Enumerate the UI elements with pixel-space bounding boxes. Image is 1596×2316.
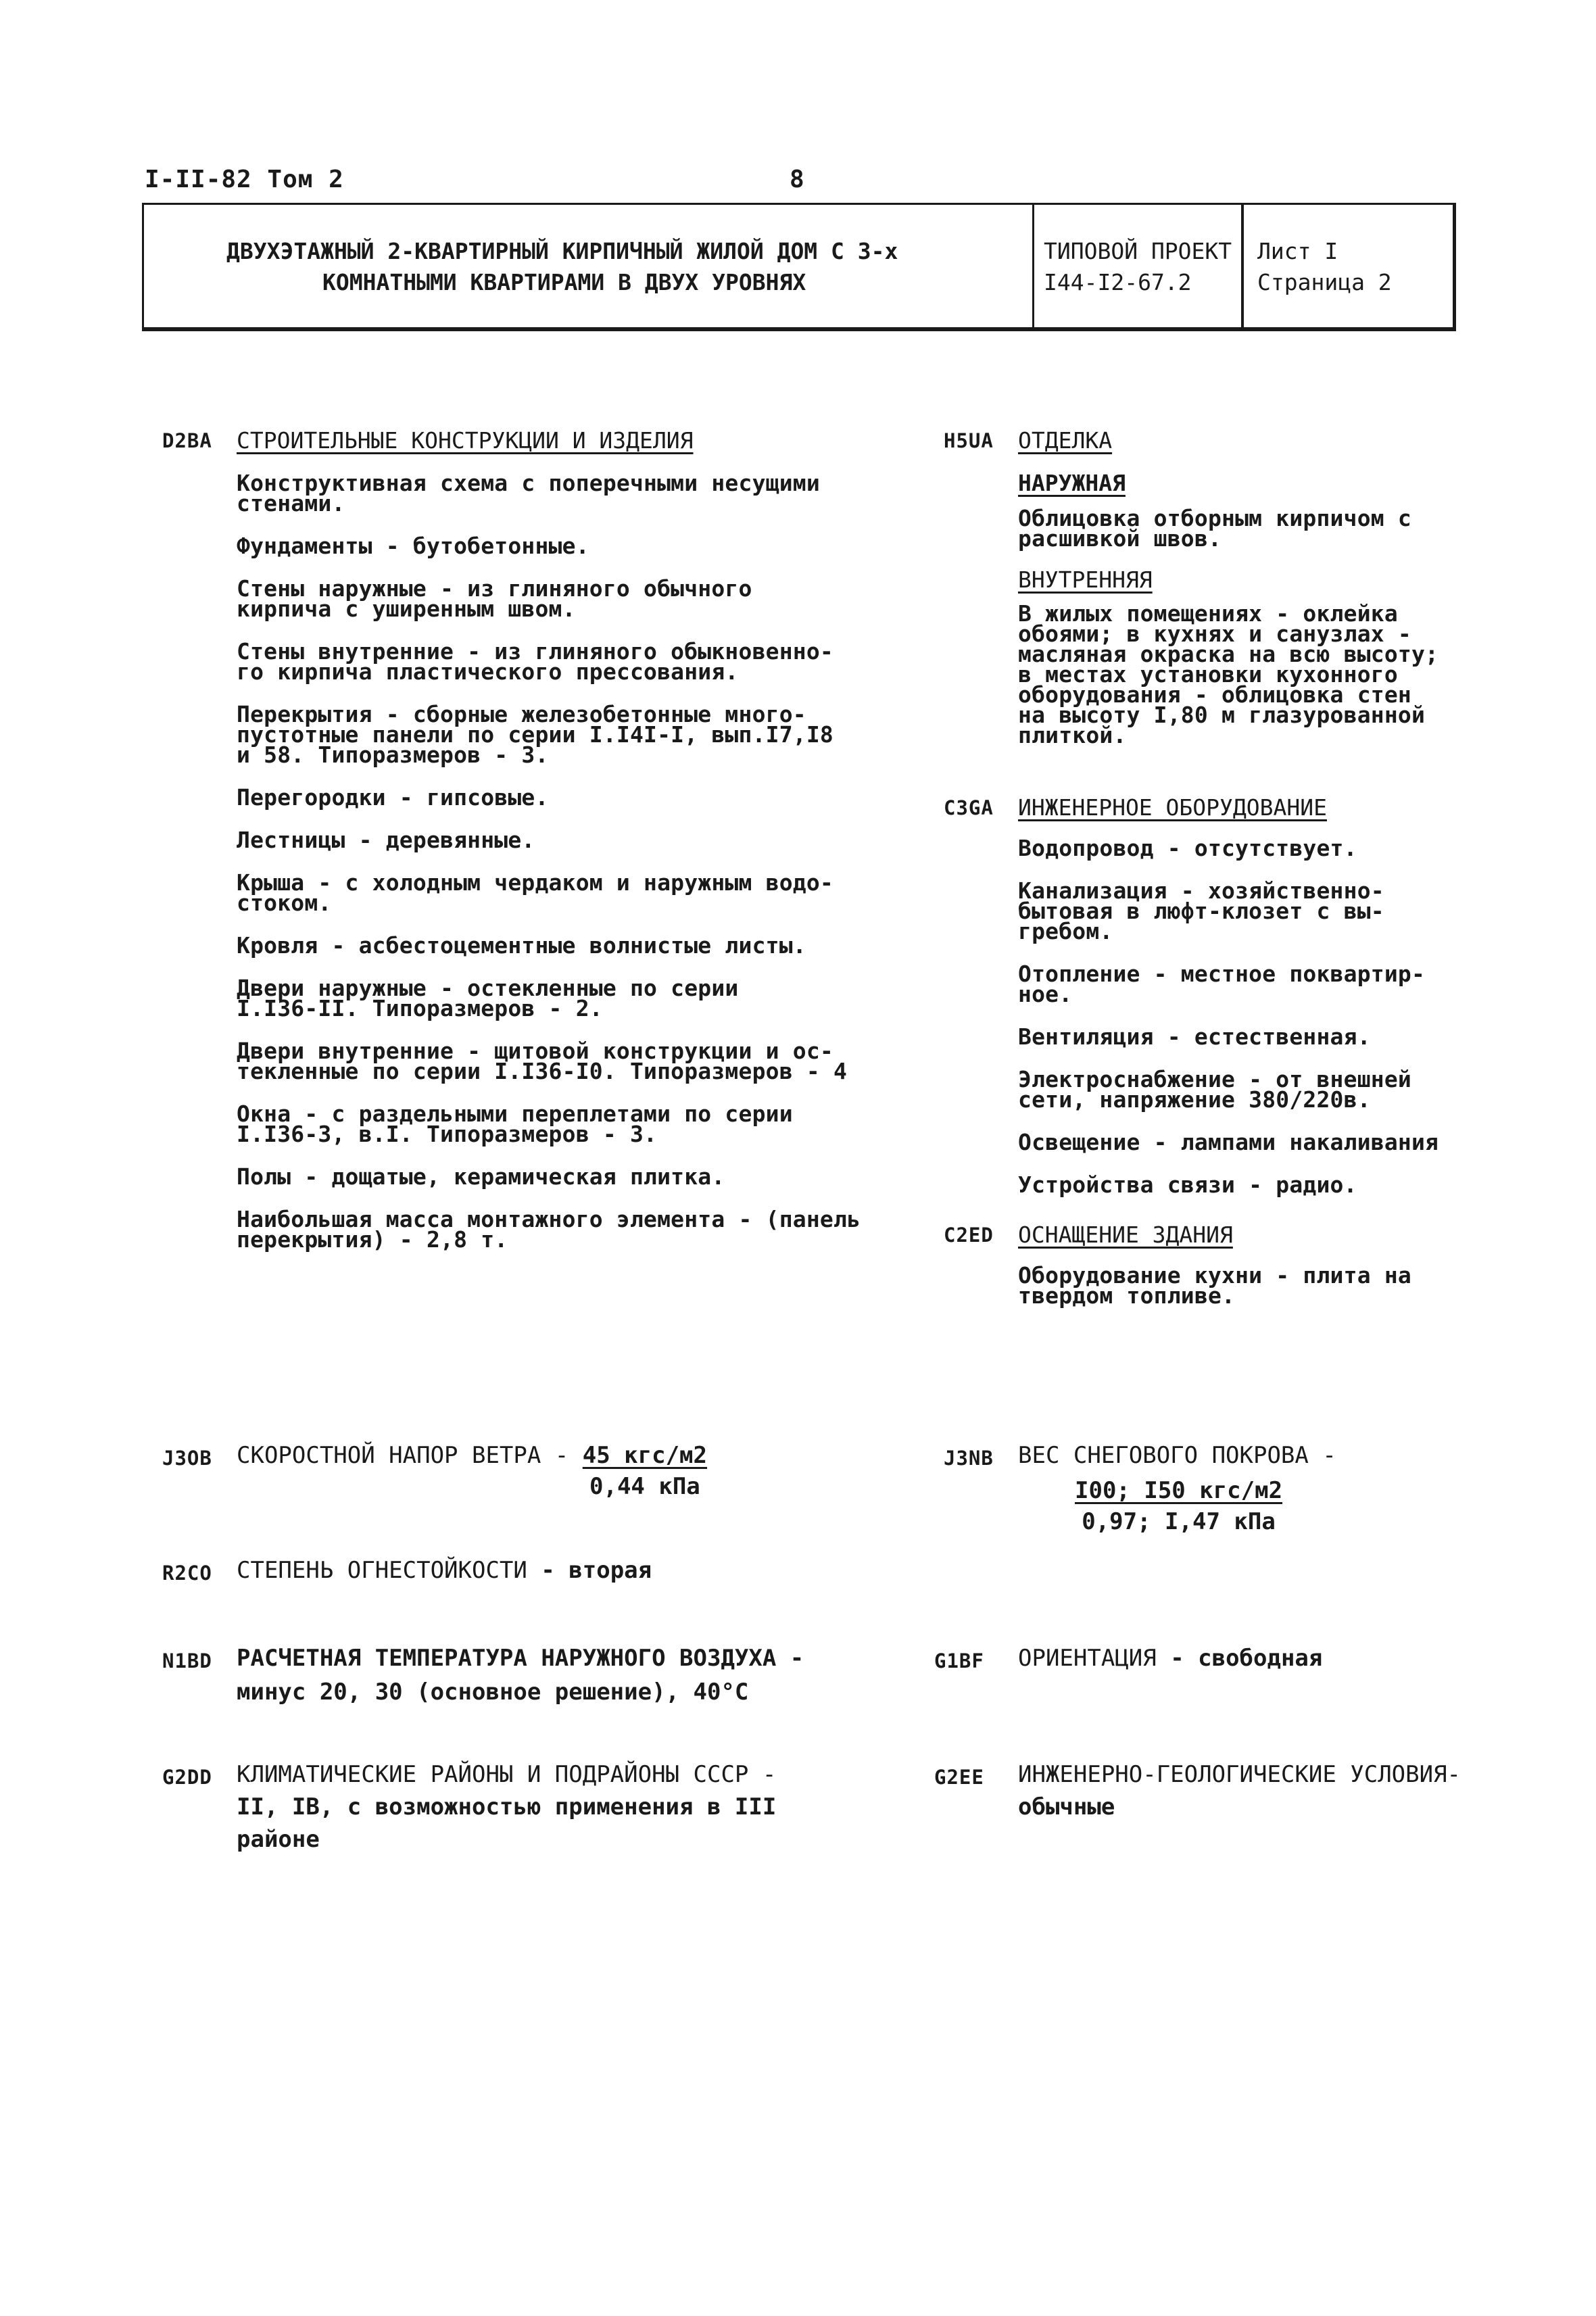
paragraph-line: обоями; в кухнях и санузлах - <box>1018 621 1411 647</box>
paragraph-line: в местах установки кухонного <box>1018 661 1398 687</box>
sheet-number: Лист I <box>1257 238 1338 264</box>
paragraph-line: Двери наружные - остекленные по серии <box>237 975 739 1001</box>
wind-pressure-value <box>583 1440 707 1502</box>
list-paragraph <box>1018 1023 1371 1050</box>
list-paragraph <box>237 1163 725 1190</box>
section-code-snow: J3NB <box>944 1447 994 1470</box>
paragraph-line: Наибольшая масса монтажного элемента - (панель <box>237 1206 861 1232</box>
list-paragraph <box>237 638 833 685</box>
list-paragraph <box>237 575 752 622</box>
paragraph-line: Освещение - лампами накаливания <box>1018 1129 1439 1155</box>
document-reference: I-II-82 Том 2 <box>145 166 344 193</box>
list-paragraph <box>1018 877 1384 944</box>
paragraph-line: плиткой. <box>1018 722 1127 748</box>
finishing-interior-text <box>1018 600 1439 748</box>
finishing-exterior-text <box>1018 505 1411 552</box>
paragraph-line: Конструктивная схема с поперечными несущими <box>237 470 820 496</box>
wind-pressure-numerator: 45 кгс/м2 <box>582 1442 707 1469</box>
subheading-interior: ВНУТРЕННЯЯ <box>1018 566 1153 593</box>
list-paragraph <box>237 533 589 559</box>
list-paragraph <box>1018 1262 1411 1309</box>
paragraph-line: Лестницы - деревянные. <box>237 827 535 853</box>
section-code-temperature: N1BD <box>162 1649 212 1672</box>
page-number: 8 <box>790 166 804 193</box>
paragraph-line: расшивкой швов. <box>1018 525 1222 552</box>
paragraph-line: стенами. <box>237 490 345 516</box>
list-paragraph <box>1018 1129 1439 1155</box>
section-heading-structures: СТРОИТЕЛЬНЫЕ КОНСТРУКЦИИ И ИЗДЕЛИЯ <box>237 427 694 454</box>
paragraph-line: перекрытия) - 2,8 т. <box>237 1226 508 1253</box>
paragraph-line: Оборудование кухни - плита на <box>1018 1262 1411 1288</box>
temperature-value: минус 20, 30 (основное решение), 40°C <box>237 1679 749 1706</box>
paragraph-line: Водопровод - отсутствует. <box>1018 835 1357 861</box>
wind-pressure-row <box>237 1440 707 1502</box>
title-block-project-cell <box>1034 205 1244 327</box>
paragraph-line: Окна - с раздельными переплетами по серии <box>237 1101 793 1127</box>
snow-load-numerator: I00; I50 кгс/м2 <box>1075 1477 1283 1504</box>
climate-line-2: II, IB, с возможностью применения в III <box>237 1793 777 1820</box>
fire-resistance-label: СТЕПЕНЬ ОГНЕСТОЙКОСТИ <box>237 1557 527 1584</box>
project-number: I44-I2-67.2 <box>1044 269 1192 295</box>
paragraph-line: бытовая в люфт-клозет с вы- <box>1018 898 1384 924</box>
list-paragraph <box>237 701 833 768</box>
paragraph-line: Канализация - хозяйственно- <box>1018 877 1384 904</box>
climate-line-3: районе <box>237 1826 320 1853</box>
list-paragraph <box>237 1206 861 1253</box>
temperature-label: РАСЧЕТНАЯ ТЕМПЕРАТУРА НАРУЖНОГО ВОЗДУХА - <box>237 1645 804 1672</box>
paragraph-line: на высоту I,80 м глазурованной <box>1018 702 1426 728</box>
paragraph-line: ное. <box>1018 981 1073 1007</box>
paragraph-line: гребом. <box>1018 918 1113 944</box>
list-paragraph <box>237 975 739 1021</box>
paragraph-line: Двери внутренние - щитовой конструкции и ос- <box>237 1038 833 1064</box>
geology-value: обычные <box>1018 1793 1115 1820</box>
paragraph-line: Вентиляция - естественная. <box>1018 1023 1371 1050</box>
list-paragraph <box>1018 1172 1357 1198</box>
paragraph-line: и 58. Типоразмеров - 3. <box>237 742 549 768</box>
project-label: ТИПОВОЙ ПРОЕКТ <box>1044 238 1232 264</box>
title-line-1: ДВУХЭТАЖНЫЙ 2-КВАРТИРНЫЙ КИРПИЧНЫЙ ЖИЛОЙ ДОМ С 3-х <box>226 238 898 264</box>
section-code-engineering: C3GA <box>944 796 994 819</box>
paragraph-line: сети, напряжение 380/220в. <box>1018 1086 1371 1113</box>
geology-label: ИНЖЕНЕРНО-ГЕОЛОГИЧЕСКИЕ УСЛОВИЯ- <box>1018 1761 1461 1788</box>
list-paragraph <box>1018 961 1426 1007</box>
paragraph-line: В жилых помещениях - оклейка <box>1018 600 1398 627</box>
section-heading-engineering: ИНЖЕНЕРНОЕ ОБОРУДОВАНИЕ <box>1018 794 1327 821</box>
list-paragraph <box>1018 835 1357 861</box>
orientation-row <box>1018 1643 1322 1674</box>
list-paragraph <box>237 932 806 959</box>
subheading-exterior: НАРУЖНАЯ <box>1018 470 1126 496</box>
section-code-equipment: C2ED <box>944 1224 994 1247</box>
paragraph-line: I.I36-II. Типоразмеров - 2. <box>237 995 603 1021</box>
fire-resistance-row <box>237 1555 652 1586</box>
section-code-finishing: H5UA <box>944 429 994 452</box>
paragraph-line: Стены внутренние - из глиняного обыкновенно- <box>237 638 833 665</box>
section-code-wind: J3OB <box>162 1447 212 1470</box>
paragraph-line: твердом топливе. <box>1018 1282 1236 1309</box>
section-heading-equipment: ОСНАЩЕНИЕ ЗДАНИЯ <box>1018 1222 1233 1248</box>
list-paragraph <box>237 827 535 853</box>
paragraph-line: Отопление - местное поквартир- <box>1018 961 1426 987</box>
section-code-geology: G2EE <box>934 1766 984 1789</box>
paragraph-line: стоком. <box>237 890 332 916</box>
wind-pressure-label: СКОРОСТНОЙ НАПОР ВЕТРА - <box>237 1442 569 1469</box>
section-code-structures: D2BA <box>162 429 212 452</box>
list-paragraph <box>237 470 820 516</box>
list-paragraph <box>237 1101 793 1147</box>
list-paragraph <box>237 869 833 916</box>
section-code-fire: R2CO <box>162 1562 212 1585</box>
section-code-climate: G2DD <box>162 1766 212 1789</box>
snow-load-label: ВЕС СНЕГОВОГО ПОКРОВА - <box>1018 1442 1336 1469</box>
paragraph-line: Перекрытия - сборные железобетонные много- <box>237 701 806 727</box>
section-heading-finishing: ОТДЕЛКА <box>1018 427 1113 454</box>
snow-load-fraction <box>1075 1475 1282 1537</box>
title-block <box>142 203 1456 331</box>
sheet-page: Страница 2 <box>1257 269 1392 295</box>
snow-load-value <box>1075 1475 1282 1537</box>
wind-pressure-denominator: 0,44 кПа <box>589 1473 700 1500</box>
paragraph-line: Стены наружные - из глиняного обычного <box>237 575 752 602</box>
paragraph-line: кирпича с уширенным швом. <box>237 596 576 622</box>
paragraph-line: оборудования - облицовка стен <box>1018 681 1411 708</box>
paragraph-line: Кровля - асбестоцементные волнистые листы. <box>237 932 806 959</box>
climate-label: КЛИМАТИЧЕСКИЕ РАЙОНЫ И ПОДРАЙОНЫ СССР - <box>237 1761 777 1788</box>
paragraph-line: Устройства связи - радио. <box>1018 1172 1357 1198</box>
paragraph-line: Полы - дощатые, керамическая плитка. <box>237 1163 725 1190</box>
paragraph-line: масляная окраска на всю высоту; <box>1018 641 1439 667</box>
section-code-orientation: G1BF <box>934 1649 984 1672</box>
paragraph-line: Фундаменты - бутобетонные. <box>237 533 589 559</box>
paragraph-line: пустотные панели по серии I.I4I-I, вып.I7,I8 <box>237 721 833 748</box>
paragraph-line: Облицовка отборным кирпичом с <box>1018 505 1411 531</box>
list-paragraph <box>237 784 549 811</box>
title-block-name-cell <box>144 205 1034 327</box>
paragraph-line: го кирпича пластического прессования. <box>237 658 739 685</box>
list-paragraph <box>1018 1066 1411 1113</box>
paragraph-line: текленные по серии I.I36-I0. Типоразмеров - 4 <box>237 1058 848 1084</box>
paragraph-line: Электроснабжение - от внешней <box>1018 1066 1411 1092</box>
title-block-sheet-cell <box>1244 205 1453 327</box>
paragraph-line: Перегородки - гипсовые. <box>237 784 549 811</box>
title-line-2: КОМНАТНЫМИ КВАРТИРАМИ В ДВУХ УРОВНЯХ <box>322 269 806 295</box>
snow-load-denominator: 0,97; I,47 кПа <box>1082 1508 1276 1535</box>
list-paragraph <box>237 1038 848 1084</box>
paragraph-line: Крыша - с холодным чердаком и наружным водо- <box>237 869 833 896</box>
orientation-value: - свободная <box>1170 1645 1323 1672</box>
paragraph-line: I.I36-3, в.I. Типоразмеров - 3. <box>237 1121 658 1147</box>
fire-resistance-value: - вторая <box>541 1557 652 1584</box>
orientation-label: ОРИЕНТАЦИЯ <box>1018 1645 1157 1672</box>
